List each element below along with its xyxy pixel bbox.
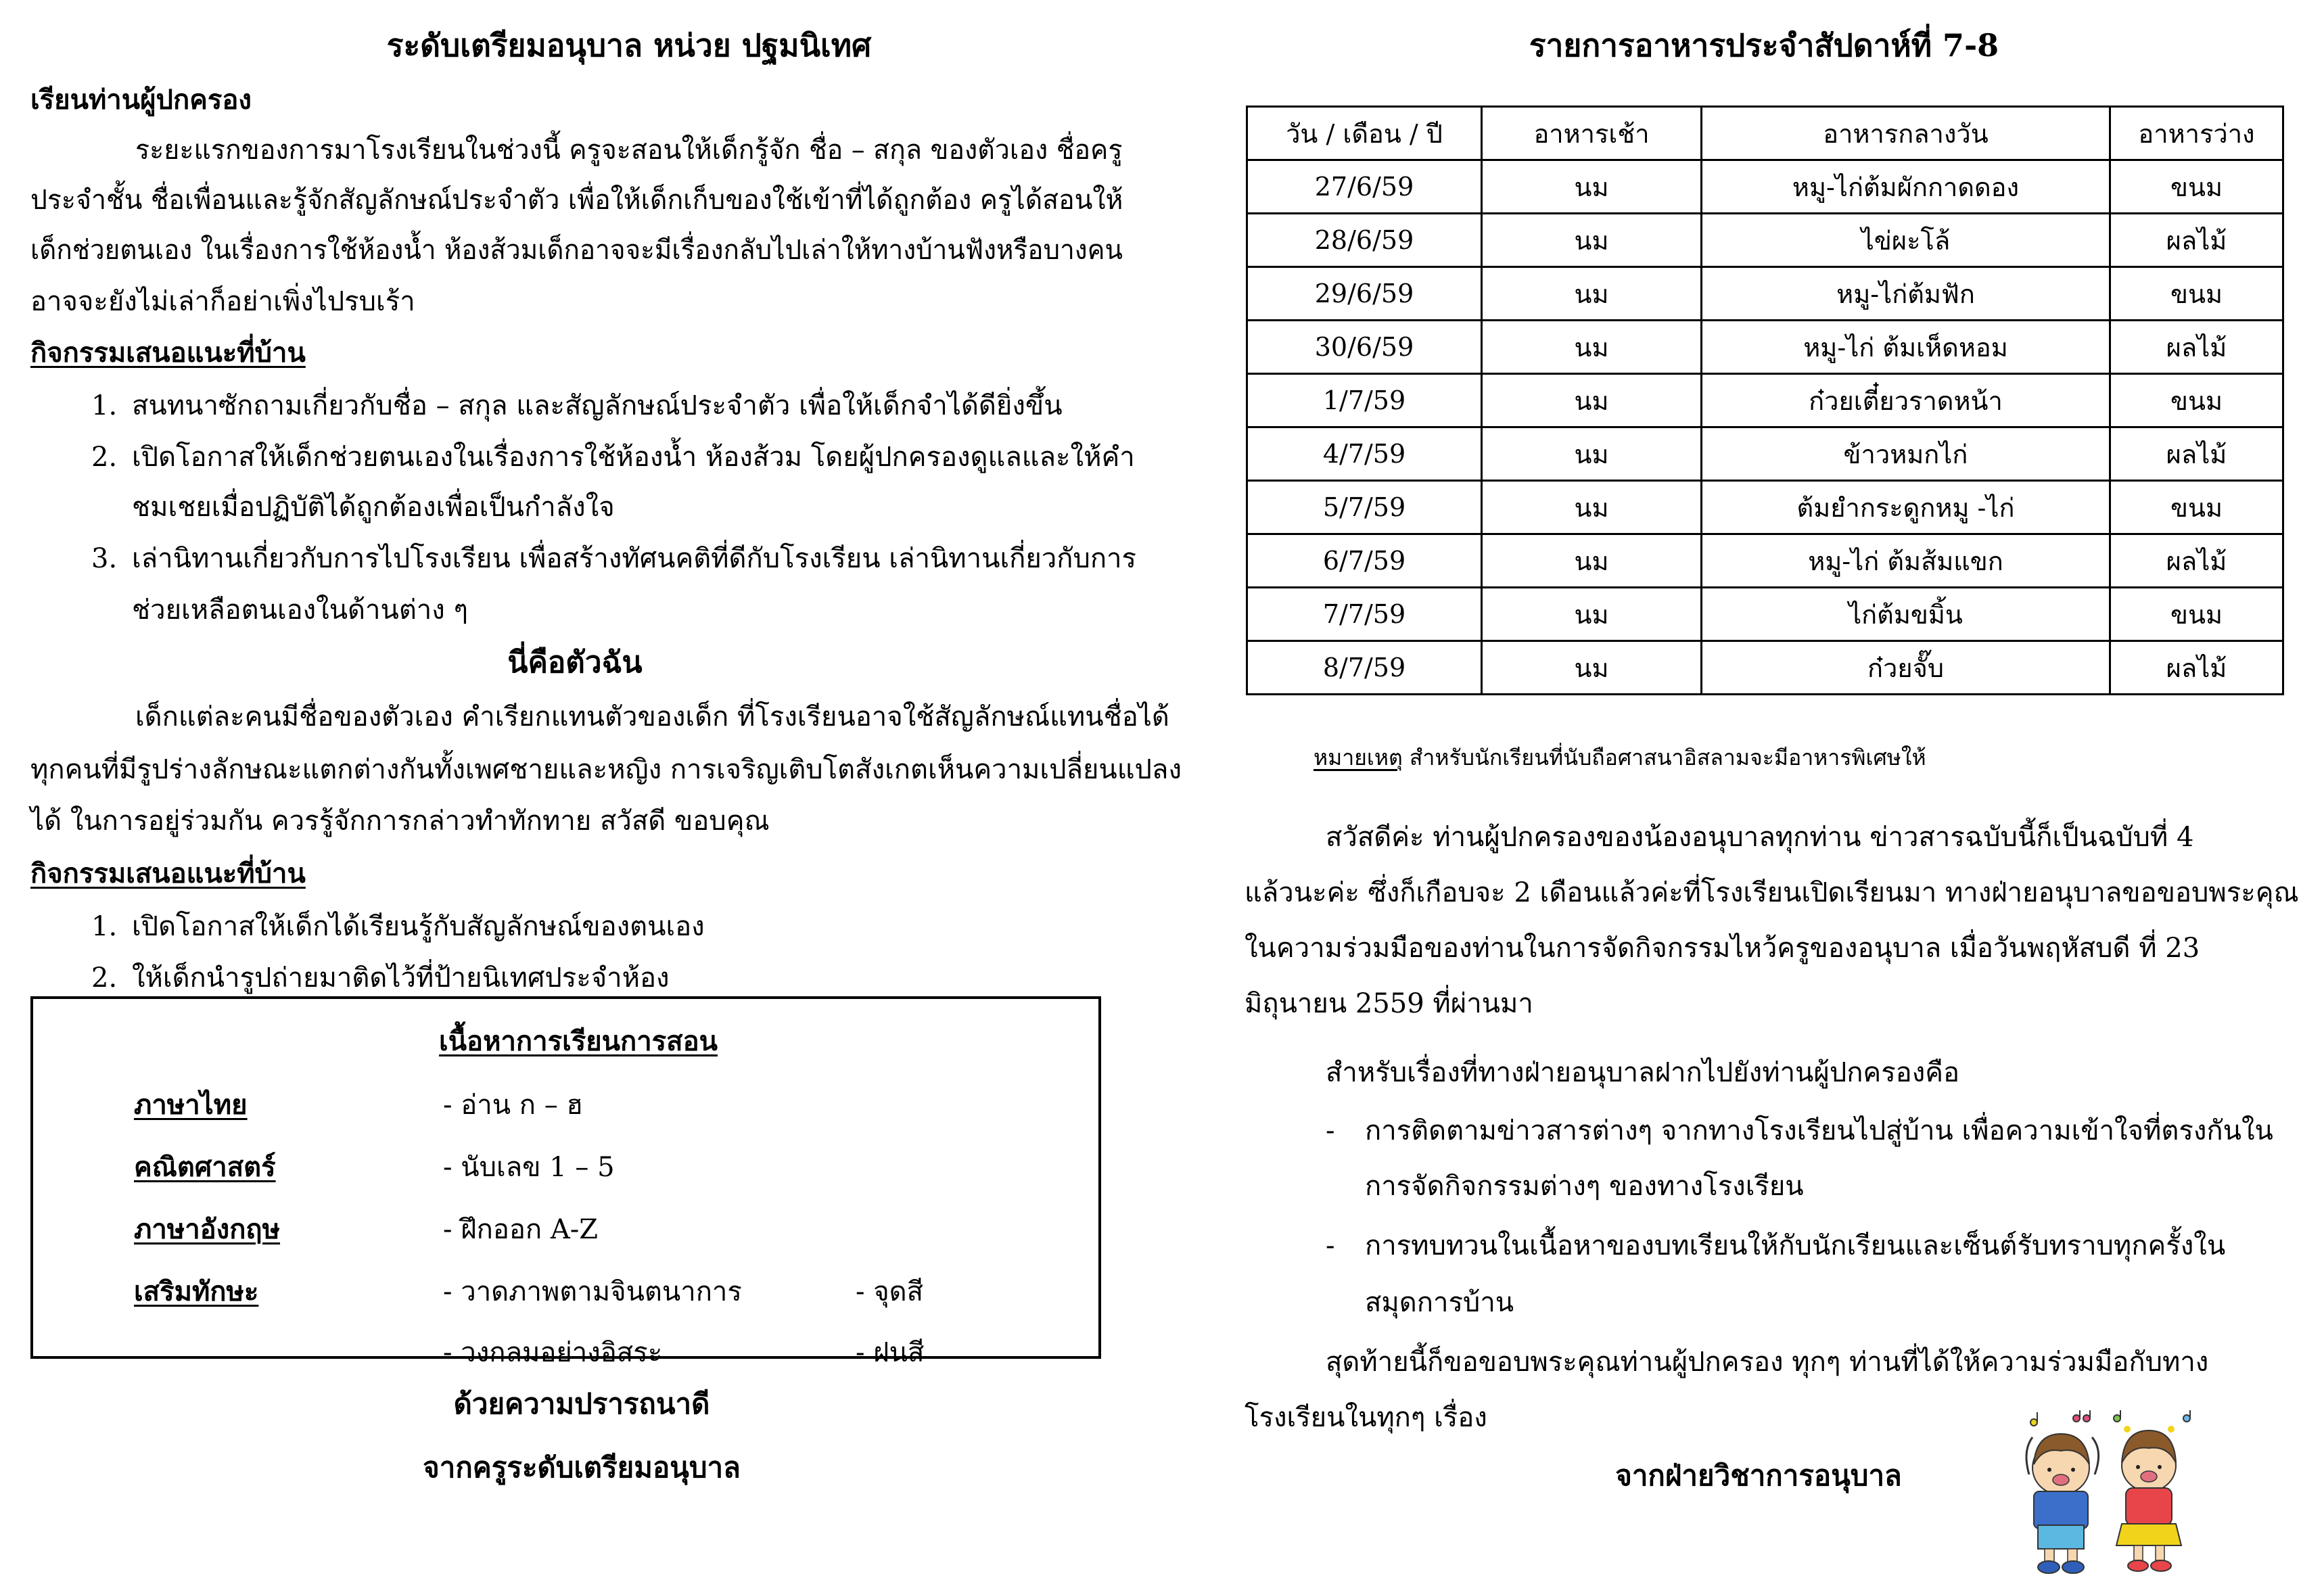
table-row [1247, 267, 2283, 321]
letter-line: สวัสดีค่ะ ท่านผู้ปกครองของน้องอนุบาลทุกท่าน ข่าวสารฉบับนี้ก็เป็นฉบับที่ 4 [1326, 822, 2194, 853]
table-row [1247, 641, 2283, 695]
note-text: สำหรับนักเรียนที่นับถือศาสนาอิสลามจะมีอาหารพิเศษให้ [1402, 745, 1926, 770]
cell-snack: ขนม [2110, 374, 2283, 427]
cell-lunch: ไข่ผะโล้ [1702, 214, 2110, 267]
cell-breakfast: นม [1482, 534, 1702, 588]
cell-lunch: หมู-ไก่ ต้มเห็ดหอม [1702, 321, 2110, 374]
subject-item: - ฝึกออก A-Z [443, 1214, 599, 1245]
cell-snack: ขนม [2110, 588, 2283, 641]
list-item: สนทนาซักถามเกี่ยวกับชื่อ – สกุล และสัญลักษณ์ประจำตัว เพื่อให้เด็กจำได้ดียิ่งขึ้น [132, 390, 1063, 421]
table-row [1247, 481, 2283, 534]
letter-line: แล้วนะค่ะ ซึ่งก็เกือบจะ 2 เดือนแล้วค่ะที่โรงเรียนเปิดเรียนมา ทางฝ่ายอนุบาลขอขอบพระคุณ [1245, 877, 2299, 908]
cell-lunch: ไก่ต้มขมิ้น [1702, 588, 2110, 641]
list-item-number: 2. [91, 442, 118, 473]
cell-lunch: หมู-ไก่ต้มผักกาดดอง [1702, 160, 2110, 214]
cell-lunch: หมู-ไก่ต้มฟัก [1702, 267, 2110, 321]
bullet-item: การติดตามข่าวสารต่างๆ จากทางโรงเรียนไปสู่บ้าน เพื่อความเข้าใจที่ตรงกันใน [1365, 1115, 2273, 1146]
subject-item: - นับเลข 1 – 5 [443, 1152, 615, 1183]
cell-date: 29/6/59 [1247, 267, 1482, 321]
closing-line: สุดท้ายนี้ก็ขอขอบพระคุณท่านผู้ปกครอง ทุกๆ ท่านที่ได้ให้ความร่วมมือกับทาง [1326, 1347, 2209, 1378]
activities-heading-1: กิจกรรมเสนอแนะที่บ้าน [30, 337, 306, 369]
list-item-number: 1. [91, 390, 118, 421]
header-breakfast: อาหารเช้า [1482, 107, 1702, 160]
intro-line: ระยะแรกของการมาโรงเรียนในช่วงนี้ ครูจะสอนให้เด็กรู้จัก ชื่อ – สกุล ของตัวเอง ชื่อครู [135, 135, 1123, 166]
left-title: ระดับเตรียมอนุบาล หน่วย ปฐมนิเทศ [386, 27, 872, 64]
cell-breakfast: นม [1482, 374, 1702, 427]
cell-breakfast: นม [1482, 588, 1702, 641]
cell-snack: ขนม [2110, 481, 2283, 534]
header-date: วัน / เดือน / ปี [1247, 107, 1482, 160]
subject-name: เสริมทักษะ [134, 1276, 259, 1307]
cell-date: 4/7/59 [1247, 427, 1482, 481]
list-item: เปิดโอกาสให้เด็กช่วยตนเองในเรื่องการใช้ห้องน้ำ ห้องส้วม โดยผู้ปกครองดูแลและให้คำ [132, 442, 1135, 473]
subject-name: ภาษาไทย [134, 1089, 248, 1121]
subject-name: ภาษาอังกฤษ [134, 1213, 281, 1245]
bullet-dash: - [1326, 1230, 1335, 1261]
cell-snack: ผลไม้ [2110, 534, 2283, 588]
cell-lunch: ข้าวหมกไก่ [1702, 427, 2110, 481]
letter-line: มิถุนายน 2559 ที่ผ่านมา [1245, 988, 1533, 1019]
intro-line: อาจจะยังไม่เล่าก็อย่าเพิ่งไปรบเร้า [30, 286, 415, 317]
table-row [1247, 534, 2283, 588]
list-item-continuation: ชมเชยเมื่อปฏิบัติได้ถูกต้องเพื่อเป็นกำลังใจ [132, 492, 615, 523]
girl-figure [2116, 1426, 2181, 1571]
subject-item: - อ่าน ก – ฮ [443, 1090, 583, 1121]
intro-line: เด็กช่วยตนเอง ในเรื่องการใช้ห้องน้ำ ห้องส้วมเด็กอาจจะมีเรื่องกลับไปเล่าให้ทางบ้านฟังหรือบางคน [30, 235, 1123, 266]
list-item-number: 1. [91, 911, 118, 942]
list-item: เปิดโอกาสให้เด็กได้เรียนรู้กับสัญลักษณ์ของตนเอง [132, 911, 705, 942]
closing-signature: จากครูระดับเตรียมอนุบาล [423, 1451, 741, 1484]
cell-breakfast: นม [1482, 267, 1702, 321]
table-row [1247, 214, 2283, 267]
cell-date: 1/7/59 [1247, 374, 1482, 427]
curriculum-heading: เนื้อหาการเรียนการสอน [439, 1025, 718, 1057]
bullet-continuation: สมุดการบ้าน [1365, 1287, 1514, 1318]
cell-snack: ผลไม้ [2110, 214, 2283, 267]
subject-name: คณิตศาสตร์ [134, 1151, 276, 1183]
list-item: ให้เด็กนำรูปถ่ายมาติดไว้ที่ป้ายนิเทศประจำห้อง [132, 962, 670, 994]
activities-heading-2: กิจกรรมเสนอแนะที่บ้าน [30, 858, 306, 889]
letter-line: ในความร่วมมือของท่านในการจัดกิจกรรมไหว้ครูของอนุบาล เมื่อวันพฤหัสบดี ที่ 23 [1245, 933, 2200, 964]
table-header-row [1247, 107, 2283, 160]
kids-illustration-icon [2019, 1410, 2215, 1579]
menu-title: รายการอาหารประจำสัปดาห์ที่ 7-8 [1529, 27, 1999, 64]
subject-item: - จุดสี [856, 1276, 924, 1307]
cell-snack: ผลไม้ [2110, 427, 2283, 481]
header-lunch: อาหารกลางวัน [1702, 107, 2110, 160]
salutation: เรียนท่านผู้ปกครอง [30, 84, 252, 116]
cell-breakfast: นม [1482, 641, 1702, 695]
cell-snack: ขนม [2110, 267, 2283, 321]
cell-date: 7/7/59 [1247, 588, 1482, 641]
table-row [1247, 374, 2283, 427]
subject-item: - วงกลมอย่างอิสระ [443, 1337, 663, 1368]
section-heading: นี่คือตัวฉัน [507, 645, 643, 680]
table-row [1247, 427, 2283, 481]
cell-date: 5/7/59 [1247, 481, 1482, 534]
section-line: ได้ ในการอยู่ร่วมกัน ควรรู้จักการกล่าวทำทักทาย สวัสดี ขอบคุณ [30, 806, 770, 837]
intro-line: ประจำชั้น ชื่อเพื่อนและรู้จักสัญลักษณ์ประจำตัว เพื่อให้เด็กเก็บของใช้เข้าที่ได้ถูกต้อง ครูได้สอนให้ [30, 185, 1123, 216]
list-item-continuation: ช่วยเหลือตนเองในด้านต่าง ๆ [132, 595, 468, 626]
list-item-number: 2. [91, 962, 118, 994]
subject-item: - วาดภาพตามจินตนาการ [443, 1276, 742, 1307]
cell-snack: ขนม [2110, 160, 2283, 214]
letter-intro-2: สำหรับเรื่องที่ทางฝ่ายอนุบาลฝากไปยังท่านผู้ปกครองคือ [1326, 1057, 1960, 1088]
note-label: หมายเหตุ [1314, 745, 1403, 770]
table-row [1247, 588, 2283, 641]
closing-greeting: ด้วยความปรารถนาดี [453, 1387, 710, 1420]
cell-date: 28/6/59 [1247, 214, 1482, 267]
boy-figure [2026, 1434, 2099, 1573]
music-note-icon [2030, 1410, 2190, 1426]
cell-date: 30/6/59 [1247, 321, 1482, 374]
cell-date: 8/7/59 [1247, 641, 1482, 695]
section-line: ทุกคนที่มีรูปร่างลักษณะแตกต่างกันทั้งเพศชายและหญิง การเจริญเติบโตสังเกตเห็นความเปลี่ยนแปลง [30, 754, 1182, 785]
cell-date: 6/7/59 [1247, 534, 1482, 588]
header-snack: อาหารว่าง [2110, 107, 2283, 160]
section-line: เด็กแต่ละคนมีชื่อของตัวเอง คำเรียกแทนตัวของเด็ก ที่โรงเรียนอาจใช้สัญลักษณ์แทนชื่อได้ [135, 701, 1169, 732]
cell-snack: ผลไม้ [2110, 321, 2283, 374]
meal-table [1246, 106, 2284, 695]
cell-breakfast: นม [1482, 160, 1702, 214]
cell-breakfast: นม [1482, 427, 1702, 481]
cell-snack: ผลไม้ [2110, 641, 2283, 695]
table-row [1247, 321, 2283, 374]
cell-lunch: ต้มยำกระดูกหมู -ไก่ [1702, 481, 2110, 534]
cell-lunch: ก๋วยเตี๋ยวราดหน้า [1702, 374, 2110, 427]
bullet-continuation: การจัดกิจกรรมต่างๆ ของทางโรงเรียน [1365, 1171, 1804, 1202]
right-signature: จากฝ่ายวิชาการอนุบาล [1615, 1459, 1902, 1492]
list-item: เล่านิทานเกี่ยวกับการไปโรงเรียน เพื่อสร้างทัศนคติที่ดีกับโรงเรียน เล่านิทานเกี่ยวกับการ [132, 543, 1136, 574]
cell-date: 27/6/59 [1247, 160, 1482, 214]
bullet-dash: - [1326, 1115, 1335, 1146]
cell-breakfast: นม [1482, 481, 1702, 534]
cell-breakfast: นม [1482, 214, 1702, 267]
table-row [1247, 160, 2283, 214]
cell-breakfast: นม [1482, 321, 1702, 374]
subject-item: - ฝนสี [856, 1337, 925, 1368]
cell-lunch: ก๋วยจั๊บ [1702, 641, 2110, 695]
note [1314, 737, 1926, 778]
closing-line: โรงเรียนในทุกๆ เรื่อง [1245, 1402, 1487, 1433]
cell-lunch: หมู-ไก่ ต้มส้มแขก [1702, 534, 2110, 588]
bullet-item: การทบทวนในเนื้อหาของบทเรียนให้กับนักเรียนและเซ็นต์รับทราบทุกครั้งใน [1365, 1230, 2226, 1261]
list-item-number: 3. [91, 543, 118, 574]
